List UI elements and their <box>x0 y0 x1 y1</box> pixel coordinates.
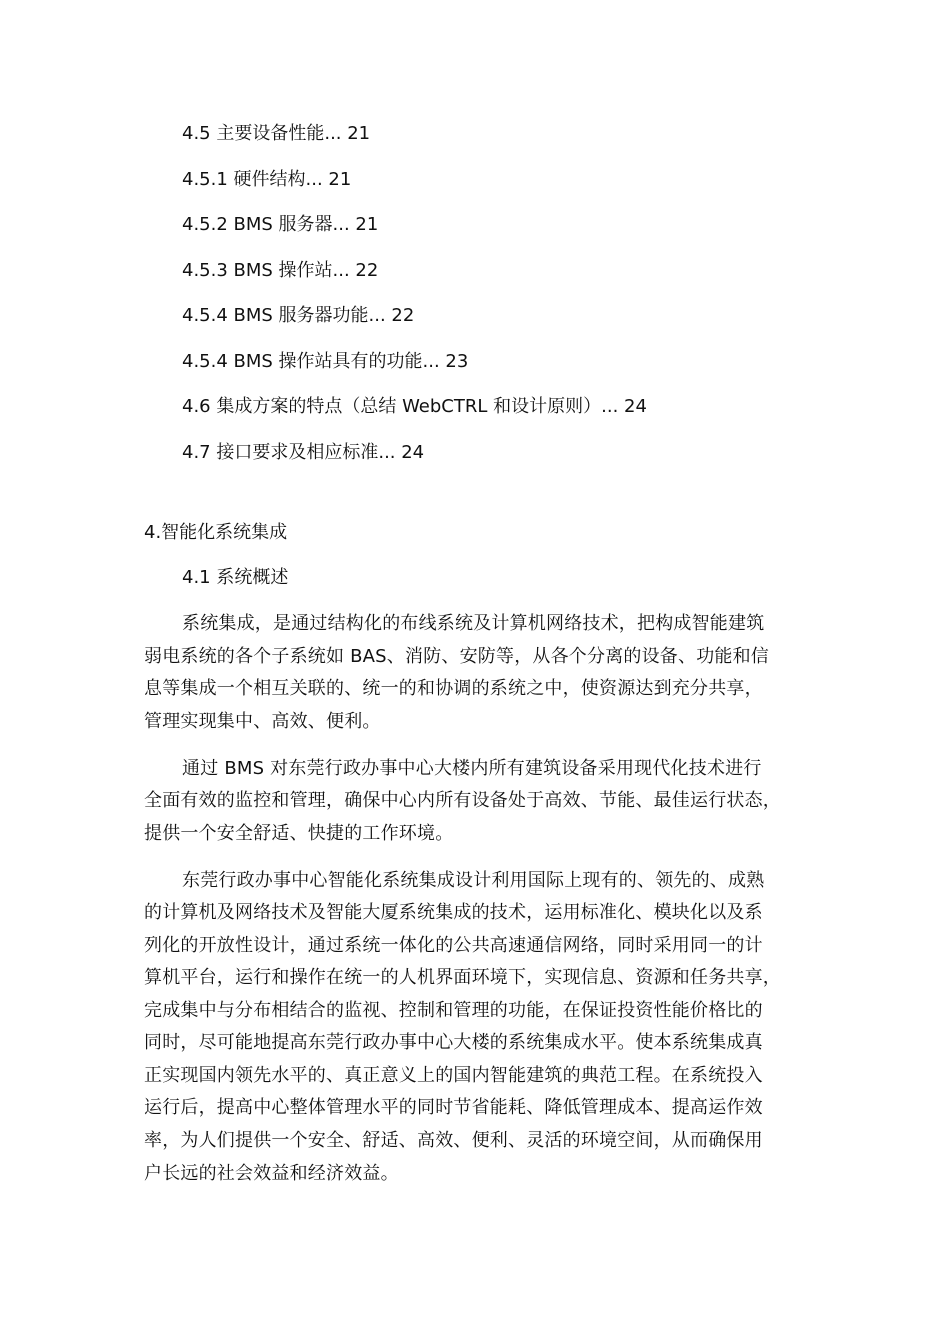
toc-entry-4-5-4-server[interactable]: 4.5.4 BMS 服务器功能... 22 <box>182 305 415 326</box>
paragraph-line: 全面有效的监控和管理，确保中心内所有设备处于高效、节能、最佳运行状态， <box>144 790 781 811</box>
paragraph-line: 算机平台，运行和操作在统一的人机界面环境下，实现信息、资源和任务共享， <box>144 967 781 988</box>
toc-entry-4-5-1[interactable]: 4.5.1 硬件结构... 21 <box>182 169 352 190</box>
toc-entry-4-6[interactable]: 4.6 集成方案的特点（总结 WebCTRL 和设计原则）... 24 <box>182 396 647 417</box>
paragraph-line: 的计算机及网络技术及智能大厦系统集成的技术，运用标准化、模块化以及系 <box>144 902 763 923</box>
paragraph-line: 弱电系统的各个子系统如 BAS、消防、安防等，从各个分离的设备、功能和信 <box>144 646 770 667</box>
paragraph-line: 同时，尽可能地提高东莞行政办事中心大楼的系统集成水平。使本系统集成真 <box>144 1032 763 1053</box>
toc-entry-4-7[interactable]: 4.7 接口要求及相应标准... 24 <box>182 442 425 463</box>
paragraph-line: 通过 BMS 对东莞行政办事中心大楼内所有建筑设备采用现代化技术进行 <box>182 758 762 779</box>
paragraph-line: 完成集中与分布相结合的监视、控制和管理的功能，在保证投资性能价格比的 <box>144 1000 763 1021</box>
subsection-title: 4.1 系统概述 <box>182 567 289 588</box>
paragraph-line: 运行后，提高中心整体管理水平的同时节省能耗、降低管理成本、提高运作效 <box>144 1097 763 1118</box>
paragraph-line: 息等集成一个相互关联的、统一的和协调的系统之中，使资源达到充分共享， <box>144 678 763 699</box>
toc-entry-4-5-2[interactable]: 4.5.2 BMS 服务器... 21 <box>182 214 379 235</box>
section-title: 4.智能化系统集成 <box>144 522 288 543</box>
paragraph-line: 户长远的社会效益和经济效益。 <box>144 1163 399 1184</box>
toc-entry-4-5[interactable]: 4.5 主要设备性能... 21 <box>182 123 371 144</box>
paragraph-line: 管理实现集中、高效、便利。 <box>144 711 381 732</box>
toc-entry-4-5-3[interactable]: 4.5.3 BMS 操作站... 22 <box>182 260 379 281</box>
paragraph-line: 东莞行政办事中心智能化系统集成设计利用国际上现有的、领先的、成熟 <box>182 870 765 891</box>
paragraph-line: 率，为人们提供一个安全、舒适、高效、便利、灵活的环境空间，从而确保用 <box>144 1130 763 1151</box>
paragraph-line: 正实现国内领先水平的、真正意义上的国内智能建筑的典范工程。在系统投入 <box>144 1065 763 1086</box>
paragraph-line: 提供一个安全舒适、快捷的工作环境。 <box>144 823 454 844</box>
paragraph-line: 列化的开放性设计，通过系统一体化的公共高速通信网络，同时采用同一的计 <box>144 935 763 956</box>
toc-entry-4-5-4-station[interactable]: 4.5.4 BMS 操作站具有的功能... 23 <box>182 351 469 372</box>
paragraph-line: 系统集成，是通过结构化的布线系统及计算机网络技术，把构成智能建筑 <box>182 613 765 634</box>
